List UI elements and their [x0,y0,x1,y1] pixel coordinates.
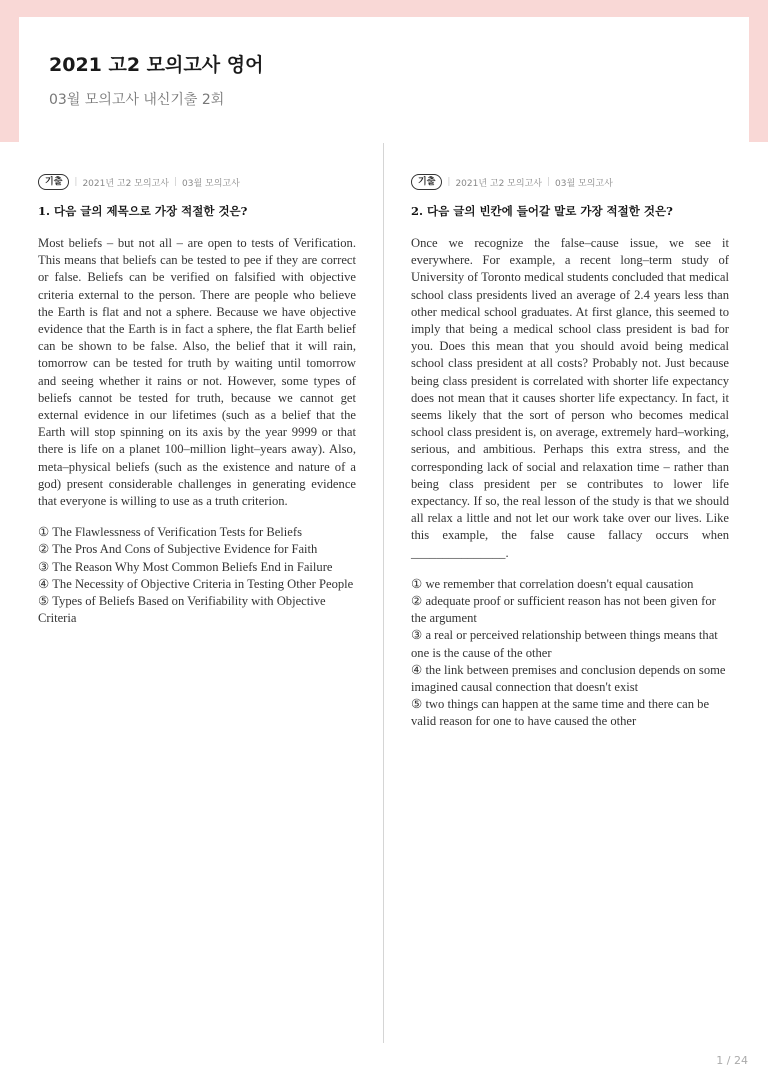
answer-option-3[interactable]: ③ a real or perceived relationship between things means that one is the cause of the other [411,628,718,660]
meta-year: 2021년 고2 모의고사 [455,178,542,189]
answer-option-1[interactable]: ① we remember that correlation doesn't equal causation [411,576,694,591]
meta-month: 03월 모의고사 [555,178,613,189]
answer-option-2[interactable]: ② The Pros And Cons of Subjective Evidence for Faith [38,542,318,557]
answer-option-5[interactable]: ⑤ Types of Beliefs Based on Verifiability with Objective Criteria [38,594,326,626]
question-passage: Once we recognize the false‒cause issue, we see it everywhere. For example, a recent long‒term study of University of Toronto medical students concluded that medical school class presidents lived an average of 2.4 years less than other medical school graduates. At first glance, this seemed to imply that being a medical school class president is bad for you. Does this mean that you should avoid being medical school class president at all costs? Probably not. Just because being class president is correlated with shorter life expectancy does not mean that it causes shorter life expectancy. In fact, it seems likely that the sort of person who becomes medical school class president is, on average, extremely hard‒working, serious, and ambitious. Perhaps this extra stress, and the corresponding lack of social and relaxation time ‒ rather than being class president per se contributes to lower life expectancy. If so, the real lesson of the study is that we should all relax a little and not let our work take over our lives. Like this example, the false cause fallacy occurs when _______________. [411,236,729,560]
document-subtitle: 03월 모의고사 내신기출 2회 [49,92,225,108]
header-card [19,17,749,142]
question-passage: Most beliefs ‒ but not all ‒ are open to tests of Verification. This means that beliefs can be tested to pee if they are correct or false. Beliefs can be verified on falsified with objective criteria external to the person. There are people who believe the Earth is flat and not a sphere. Because we have objective evidence that the Earth is in fact a sphere, the flat Earth belief can be shown to be false. Also, the belief that it will rain, tomorrow can be tested for truth by waiting until tomorrow and seeing whether it rains or not. However, some types of beliefs cannot be tested for truth, because we cannot get external evidence in our lifetimes (such as a belief that the Earth will stop spinning on its axis by the year 9999 or that there is life on a planet 100‒million light‒years away). Also, meta‒physical beliefs (such as the existence and nature of a god) present considerable challenges in generating evidence that everyone is willing to use as a truth criterion. [38,236,356,509]
question-1 [38,173,356,627]
source-tag: 기출 [411,174,442,190]
page-number: 1 / 24 [716,1054,748,1067]
answer-option-1[interactable]: ① The Flawlessness of Verification Tests for Beliefs [38,525,302,540]
meta-separator: | [447,177,451,187]
question-title: 1. 다음 글의 제목으로 가장 적절한 것은? [38,204,248,218]
meta-month: 03월 모의고사 [182,178,240,189]
answer-option-4[interactable]: ④ the link between premises and conclusion depends on some imagined causal connection that doesn't exist [411,662,726,695]
source-tag: 기출 [38,174,69,190]
answer-options [411,576,729,731]
answer-option-5[interactable]: ⑤ two things can happen at the same time and there can be valid reason for one to have caused the other [411,697,710,729]
column-divider [383,143,384,1043]
question-meta [38,173,356,191]
document-title: 2021 고2 모의고사 영어 [49,54,264,76]
meta-year: 2021년 고2 모의고사 [82,178,169,189]
question-2 [411,173,729,731]
question-meta [411,173,729,191]
answer-option-2[interactable]: ② adequate proof or sufficient reason has not been given for the argument [411,594,716,626]
answer-option-4[interactable]: ④ The Necessity of Objective Criteria in Testing Other People [38,576,354,591]
meta-separator: | [546,177,551,187]
meta-separator: | [173,177,178,187]
answer-options [38,524,356,627]
meta-separator: | [74,177,78,187]
question-title: 2. 다음 글의 빈칸에 들어갈 말로 가장 적절한 것은? [411,204,673,218]
answer-option-3[interactable]: ③ The Reason Why Most Common Beliefs End in Failure [38,559,333,574]
